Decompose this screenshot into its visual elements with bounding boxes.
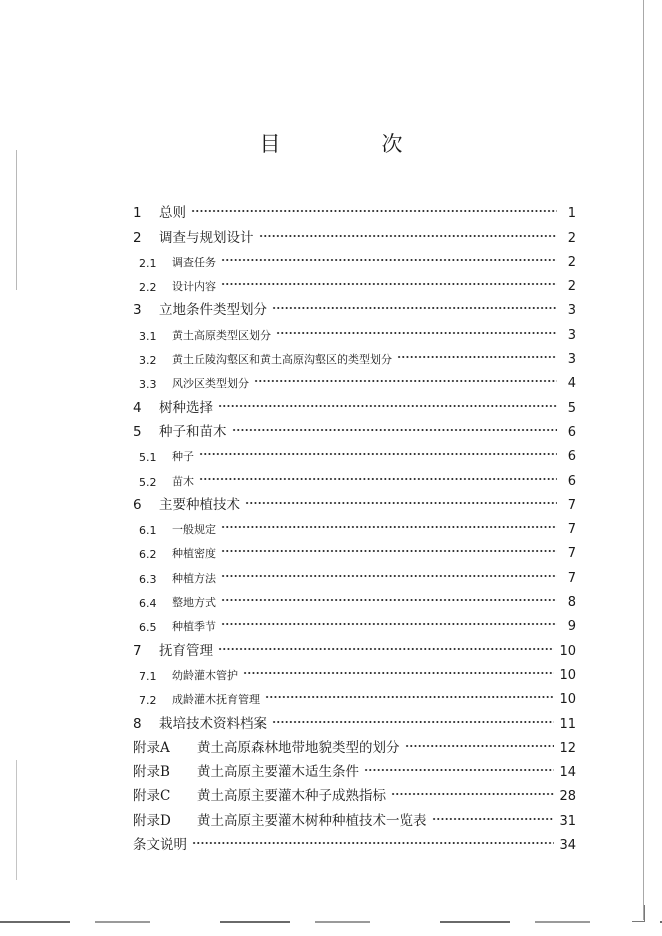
toc-dot-leader xyxy=(221,594,557,606)
toc-dot-leader xyxy=(364,764,554,776)
toc-entry[interactable] xyxy=(133,489,576,513)
toc-entry-number: 附录D xyxy=(133,812,171,829)
toc-entry-page: 7 xyxy=(567,497,576,513)
toc-entry-label: 整地方式 xyxy=(172,596,216,610)
toc-entry-page: 6 xyxy=(567,473,576,489)
toc-entry[interactable] xyxy=(133,221,576,245)
toc-entry-label: 黄土高原主要灌木种子成熟指标 xyxy=(197,788,386,805)
toc-entry-number: 7.2 xyxy=(139,694,157,708)
toc-entry-number: 6.5 xyxy=(139,621,157,635)
toc-entry-label: 黄土丘陵沟壑区和黄土高原沟壑区的类型划分 xyxy=(172,353,392,367)
toc-entry-label: 风沙区类型划分 xyxy=(172,377,249,391)
toc-dot-leader xyxy=(221,278,557,290)
toc-dot-leader xyxy=(199,448,557,460)
toc-entry[interactable] xyxy=(133,659,576,683)
toc-entry-page: 10 xyxy=(559,692,576,708)
toc-dot-leader xyxy=(259,230,558,242)
toc-entry-label: 成龄灌木抚育管理 xyxy=(172,693,260,707)
toc-entry[interactable] xyxy=(133,780,576,804)
toc-entry-label: 黄土高原主要灌木树种种植技术一览表 xyxy=(197,812,427,829)
toc-entry-number: 1 xyxy=(133,205,142,222)
toc-entry-number: 5.2 xyxy=(139,475,157,489)
toc-entry[interactable] xyxy=(133,610,576,634)
toc-entry[interactable] xyxy=(133,829,576,853)
toc-dot-leader xyxy=(397,351,557,363)
toc-entry-number: 6.1 xyxy=(139,524,157,538)
toc-entry-page: 2 xyxy=(567,279,576,295)
toc-entry-number: 6.3 xyxy=(139,572,157,586)
toc-dot-leader xyxy=(221,254,557,266)
toc-entry-label: 抚育管理 xyxy=(159,642,213,659)
toc-entry[interactable] xyxy=(133,537,576,561)
toc-entry[interactable] xyxy=(133,416,576,440)
toc-entry-number: 3.1 xyxy=(139,329,157,343)
toc-entry[interactable] xyxy=(133,367,576,391)
toc-entry-number: 2 xyxy=(133,229,142,246)
toc-entry-label: 总则 xyxy=(159,205,186,222)
toc-entry-page: 7 xyxy=(567,522,576,538)
toc-entry[interactable] xyxy=(133,707,576,731)
toc-entry-label: 调查与规划设计 xyxy=(159,229,254,246)
toc-dot-leader xyxy=(265,691,554,703)
toc-dot-leader xyxy=(243,667,554,679)
toc-dot-leader xyxy=(221,545,557,557)
toc-entry-page: 14 xyxy=(559,765,576,781)
toc-entry-number: 2.2 xyxy=(139,281,157,295)
toc-entry-number: 6 xyxy=(133,496,142,513)
toc-entry-number: 7 xyxy=(133,642,142,659)
toc-entry-label: 一般规定 xyxy=(172,523,216,537)
toc-entry-number: 4 xyxy=(133,399,142,416)
toc-entry-number: 2.1 xyxy=(139,256,157,270)
toc-entry-number: 附录C xyxy=(133,788,171,805)
page-title: 目 次 xyxy=(259,132,443,156)
toc-entry-number: 3 xyxy=(133,302,142,319)
table-of-contents xyxy=(133,197,576,853)
toc-entry[interactable] xyxy=(133,756,576,780)
toc-entry-page: 2 xyxy=(567,230,576,246)
toc-entry[interactable] xyxy=(133,318,576,342)
toc-entry-label: 种植密度 xyxy=(172,547,216,561)
toc-dot-leader xyxy=(432,813,555,825)
scan-edge-bottom xyxy=(0,921,662,923)
toc-entry-label: 幼龄灌木管护 xyxy=(172,668,238,682)
toc-entry-page: 2 xyxy=(567,254,576,270)
toc-dot-leader xyxy=(276,327,557,339)
toc-entry-label: 调查任务 xyxy=(172,255,216,269)
toc-dot-leader xyxy=(254,375,557,387)
toc-entry[interactable] xyxy=(133,391,576,415)
toc-entry[interactable] xyxy=(133,246,576,270)
toc-entry-number: 7.1 xyxy=(139,669,157,683)
toc-entry[interactable] xyxy=(133,513,576,537)
toc-entry-page: 10 xyxy=(559,643,576,659)
toc-dot-leader xyxy=(221,618,557,630)
toc-entry-page: 34 xyxy=(559,838,576,854)
toc-entry-page: 11 xyxy=(559,716,576,732)
toc-entry-label: 黄土高原森林地带地貌类型的划分 xyxy=(197,739,400,756)
toc-dot-leader xyxy=(221,570,557,582)
toc-entry-page: 31 xyxy=(559,813,576,829)
toc-entry[interactable] xyxy=(133,440,576,464)
scan-edge-left-lower xyxy=(16,760,17,880)
toc-dot-leader xyxy=(391,788,554,800)
toc-entry-page: 3 xyxy=(567,352,576,368)
toc-entry-page: 9 xyxy=(567,619,576,635)
toc-entry-label: 种子和苗木 xyxy=(159,423,227,440)
toc-entry-page: 6 xyxy=(567,449,576,465)
toc-entry[interactable] xyxy=(133,683,576,707)
toc-entry[interactable] xyxy=(133,732,576,756)
toc-entry-label: 种植季节 xyxy=(172,620,216,634)
toc-entry-number: 8 xyxy=(133,715,142,732)
toc-entry[interactable] xyxy=(133,464,576,488)
toc-entry-number: 6.4 xyxy=(139,597,157,611)
toc-entry-page: 4 xyxy=(567,376,576,392)
toc-entry-number: 附录A xyxy=(133,739,170,756)
toc-entry-label: 设计内容 xyxy=(172,280,216,294)
toc-entry[interactable] xyxy=(133,294,576,318)
toc-entry-label: 种子 xyxy=(172,450,194,464)
toc-entry[interactable] xyxy=(133,804,576,828)
toc-entry-label: 栽培技术资料档案 xyxy=(159,715,267,732)
toc-entry-page: 7 xyxy=(567,546,576,562)
toc-dot-leader xyxy=(272,716,554,728)
toc-entry[interactable] xyxy=(133,561,576,585)
toc-entry-page: 12 xyxy=(559,740,576,756)
toc-dot-leader xyxy=(272,302,557,314)
toc-entry[interactable] xyxy=(133,634,576,658)
toc-entry[interactable] xyxy=(133,197,576,221)
toc-entry-page: 3 xyxy=(567,327,576,343)
toc-dot-leader xyxy=(199,473,557,485)
toc-entry-number: 6.2 xyxy=(139,548,157,562)
toc-entry-page: 7 xyxy=(567,570,576,586)
toc-entry-label: 树种选择 xyxy=(159,399,213,416)
toc-dot-leader xyxy=(405,740,555,752)
toc-entry-label: 主要种植技术 xyxy=(159,496,240,513)
scan-edge-left xyxy=(16,150,17,290)
toc-entry-number: 附录B xyxy=(133,764,170,781)
toc-dot-leader xyxy=(245,497,557,509)
toc-entry-label: 苗木 xyxy=(172,474,194,488)
toc-entry-number: 5.1 xyxy=(139,451,157,465)
toc-dot-leader xyxy=(218,643,554,655)
toc-entry-page: 6 xyxy=(567,424,576,440)
toc-entry-page: 8 xyxy=(567,595,576,611)
toc-entry-page: 5 xyxy=(567,400,576,416)
toc-dot-leader xyxy=(232,424,558,436)
toc-dot-leader xyxy=(221,521,557,533)
toc-dot-leader xyxy=(192,837,554,849)
toc-entry-label: 黄土高原主要灌木适生条件 xyxy=(197,764,359,781)
scan-corner-mark xyxy=(632,905,645,922)
toc-entry-label: 立地条件类型划分 xyxy=(159,302,267,319)
toc-entry-number: 3.2 xyxy=(139,354,157,368)
toc-entry-page: 3 xyxy=(567,303,576,319)
toc-entry[interactable] xyxy=(133,586,576,610)
toc-dot-leader xyxy=(218,400,557,412)
toc-entry-page: 28 xyxy=(559,789,576,805)
toc-entry-label: 黄土高原类型区划分 xyxy=(172,328,271,342)
toc-entry-number: 3.3 xyxy=(139,378,157,392)
toc-entry-page: 1 xyxy=(567,206,576,222)
toc-entry[interactable] xyxy=(133,343,576,367)
toc-entry-label: 种植方法 xyxy=(172,571,216,585)
toc-entry-number: 5 xyxy=(133,423,142,440)
toc-dot-leader xyxy=(191,205,557,217)
toc-entry-page: 10 xyxy=(559,667,576,683)
toc-entry[interactable] xyxy=(133,270,576,294)
toc-entry-label: 条文说明 xyxy=(133,837,187,854)
